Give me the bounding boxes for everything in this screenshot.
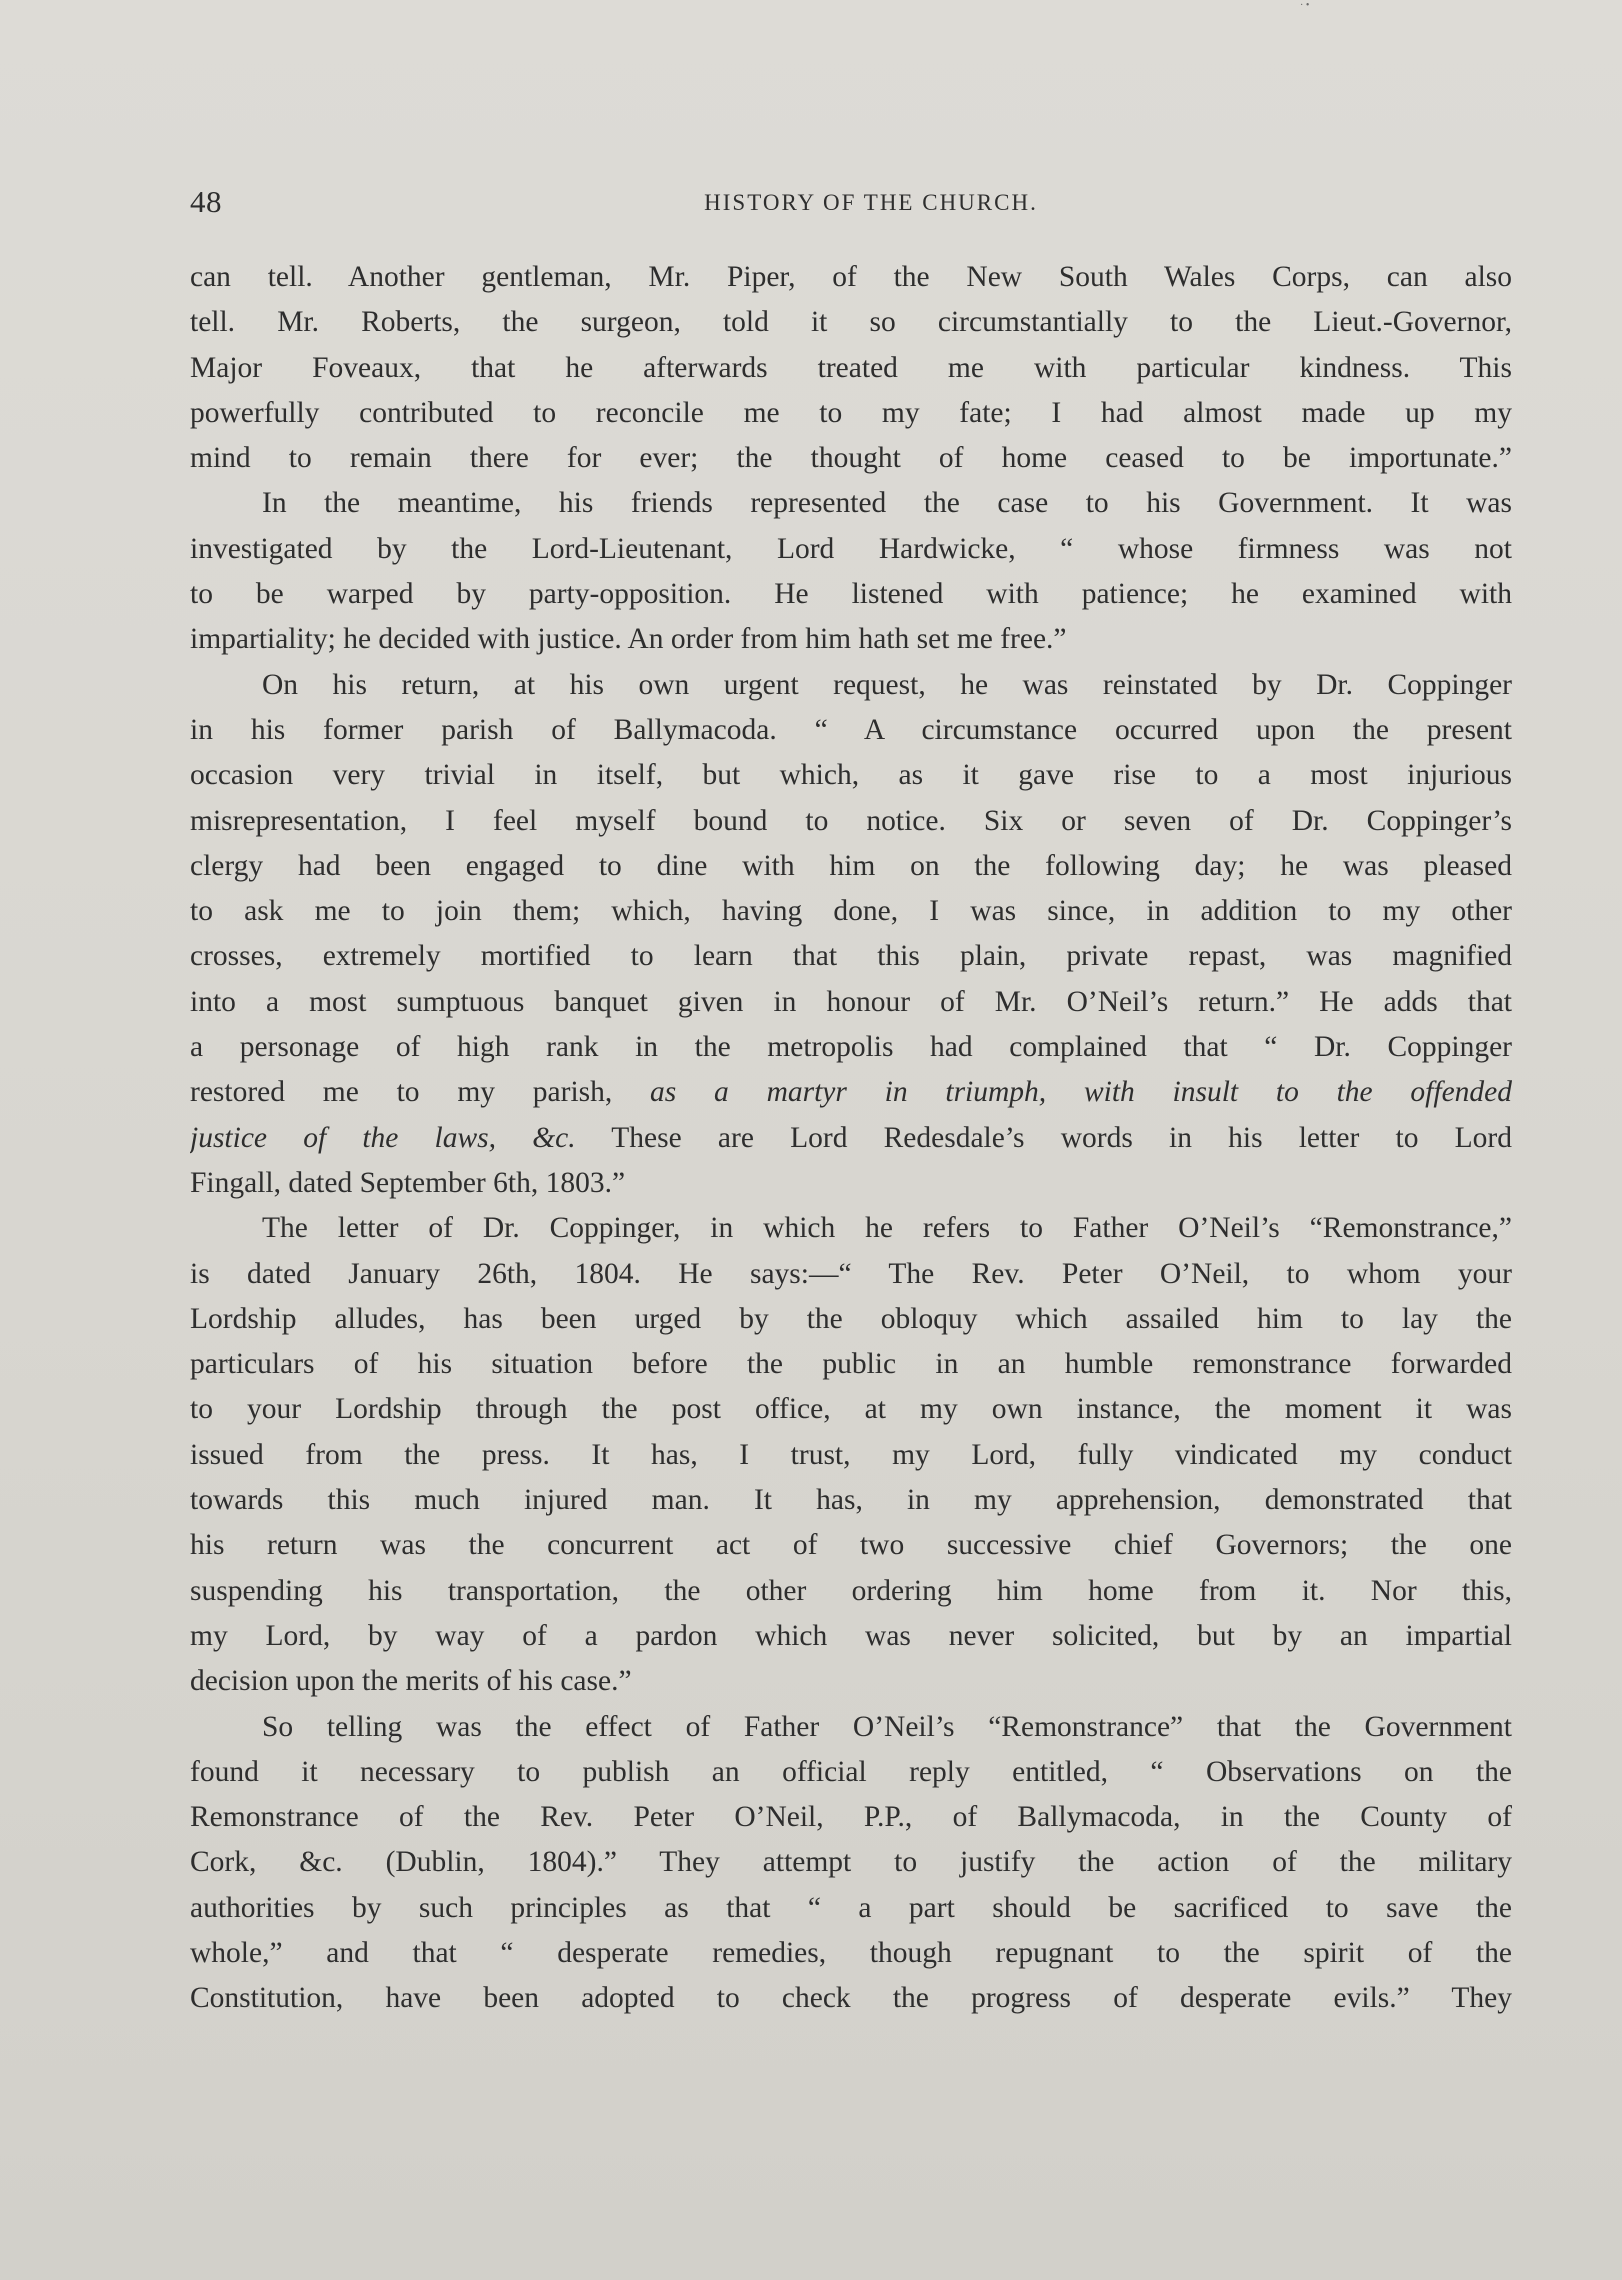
- text-line: [190, 1070, 1512, 1115]
- text-line: suspending his transportation, the other ordering him home from it. Nor this,: [190, 1574, 1512, 1607]
- italic-quotation: as a martyr in triumph, with insult to the offended: [650, 1076, 1512, 1109]
- text-line: On his return, at his own urgent request, he was reinstated by Dr. Coppinger: [262, 668, 1512, 701]
- text-line: clergy had been engaged to dine with him on the following day; he was pleased: [190, 849, 1512, 882]
- text-line: in his former parish of Ballymacoda. “ A circumstance occurred upon the present: [190, 713, 1512, 746]
- text-line: to ask me to join them; which, having done, I was since, in addition to my other: [190, 895, 1512, 928]
- text-line: Cork, &c. (Dublin, 1804).” They attempt to justify the action of the military: [190, 1846, 1512, 1879]
- text-line: into a most sumptuous banquet given in honour of Mr. O’Neil’s return.” He adds that: [190, 985, 1512, 1018]
- text-line: The letter of Dr. Coppinger, in which he refers to Father O’Neil’s “Remonstrance,”: [262, 1212, 1512, 1245]
- text-line: powerfully contributed to reconcile me to my fate; I had almost made up my: [190, 396, 1512, 429]
- text-line: mind to remain there for ever; the thought of home ceased to be importunate.”: [190, 442, 1512, 475]
- text-line: occasion very trivial in itself, but which, as it gave rise to a most injurious: [190, 759, 1512, 792]
- text-line: Remonstrance of the Rev. Peter O’Neil, P.P., of Ballymacoda, in the County of: [190, 1801, 1512, 1834]
- text-line: Fingall, dated September 6th, 1803.”: [190, 1166, 626, 1199]
- text-line: Constitution, have been adopted to check the progress of desperate evils.” They: [190, 1982, 1512, 2015]
- text-segment: These are Lord Redesdale’s words in his letter to Lord: [611, 1121, 1512, 1154]
- text-line: particulars of his situation before the public in an humble remonstrance forwarded: [190, 1348, 1512, 1381]
- text-line: crosses, extremely mortified to learn that this plain, private repast, was magnified: [190, 940, 1512, 973]
- text-line: Major Foveaux, that he afterwards treated me with particular kindness. This: [190, 351, 1512, 384]
- text-segment: restored me to my parish,: [190, 1076, 613, 1109]
- paper-speck: · •: [1300, 0, 1310, 11]
- text-line: In the meantime, his friends represented the case to his Government. It was: [262, 487, 1512, 520]
- text-line: is dated January 26th, 1804. He says:—“ The Rev. Peter O’Neil, to whom your: [190, 1257, 1512, 1290]
- text-line: my Lord, by way of a pardon which was never solicited, but by an impartial: [190, 1619, 1512, 1652]
- text-line: a personage of high rank in the metropolis had complained that “ Dr. Coppinger: [190, 1031, 1512, 1064]
- text-line: Lordship alludes, has been urged by the obloquy which assailed him to lay the: [190, 1302, 1512, 1335]
- text-line: to your Lordship through the post office, at my own instance, the moment it was: [190, 1393, 1512, 1426]
- text-line: issued from the press. It has, I trust, my Lord, fully vindicated my conduct: [190, 1438, 1512, 1471]
- text-line: whole,” and that “ desperate remedies, though repugnant to the spirit of the: [190, 1936, 1512, 1969]
- text-line: to be warped by party-opposition. He listened with patience; he examined with: [190, 578, 1512, 611]
- text-line: towards this much injured man. It has, in my apprehension, demonstrated that: [190, 1484, 1512, 1517]
- body-text: [190, 255, 1512, 2022]
- text-line: impartiality; he decided with justice. An order from him hath set me free.”: [190, 623, 1067, 656]
- text-line: investigated by the Lord-Lieutenant, Lord Hardwicke, “ whose firmness was not: [190, 532, 1512, 565]
- text-line: So telling was the effect of Father O’Neil’s “Remonstrance” that the Government: [262, 1710, 1512, 1743]
- page-header: [190, 180, 1512, 230]
- text-line: authorities by such principles as that “ a part should be sacrificed to save the: [190, 1891, 1512, 1924]
- text-line: can tell. Another gentleman, Mr. Piper, of the New South Wales Corps, can also: [190, 261, 1512, 293]
- text-line: tell. Mr. Roberts, the surgeon, told it so circumstantially to the Lieut.-Governor,: [190, 306, 1512, 339]
- text-line: his return was the concurrent act of two successive chief Governors; the one: [190, 1529, 1512, 1562]
- text-line: decision upon the merits of his case.”: [190, 1665, 632, 1698]
- text-line: [190, 1116, 1512, 1161]
- text-line: found it necessary to publish an official reply entitled, “ Observations on the: [190, 1755, 1512, 1788]
- running-title: HISTORY OF THE CHURCH.: [704, 190, 1038, 215]
- italic-quotation: justice of the laws, &c.: [190, 1121, 576, 1154]
- page-number: 48: [190, 184, 222, 219]
- text-line: misrepresentation, I feel myself bound to notice. Six or seven of Dr. Coppinger’s: [190, 804, 1512, 837]
